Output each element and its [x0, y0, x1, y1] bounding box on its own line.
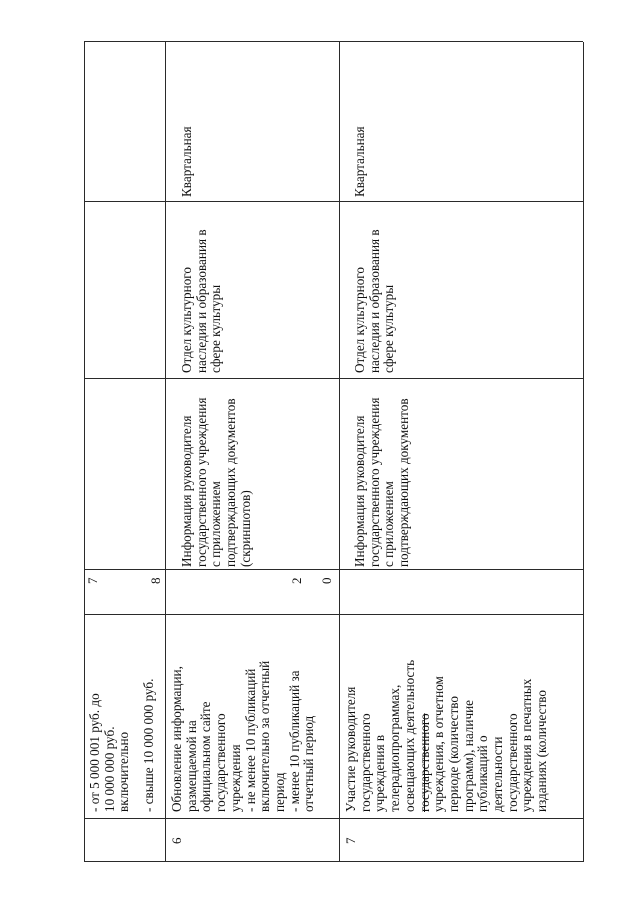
text-line: Информация руководителя [179, 415, 194, 567]
text-line: программ), наличие [460, 700, 476, 812]
text-line: освещающих деятельность [401, 659, 417, 812]
row6-period: Квартальная [179, 126, 194, 197]
text-line: изданиях (количество [534, 689, 550, 812]
row6-score-a: 2 [289, 577, 304, 584]
text-line: с приложением [208, 481, 224, 567]
text-line: подтверждающих документов [396, 398, 412, 567]
text-line: Отдел культурного [352, 267, 367, 373]
text-line: наследия и образования в [366, 229, 382, 373]
row7-period: Квартальная [352, 126, 367, 197]
row-separator-6 [165, 42, 166, 862]
column-separator-3 [84, 569, 583, 570]
column-separator-2 [84, 614, 583, 615]
row-number-7: 7 [343, 837, 358, 844]
text-line: - менее 10 публикаций за [286, 670, 302, 812]
row7-source [353, 398, 412, 567]
column-border-left [84, 861, 583, 862]
text-line: государственного [416, 713, 432, 812]
text-line: размещаемой на [183, 720, 199, 812]
text-line: Обновление информации, [169, 666, 184, 812]
text-line: Участие руководителя [343, 686, 358, 812]
row6-criterion [170, 661, 317, 812]
text-line: учреждения в [372, 734, 388, 812]
text-line: учреждения в печатных [519, 678, 535, 812]
column-separator-1 [84, 818, 583, 819]
text-line: государственного учреждения [366, 397, 382, 567]
row7-criterion [344, 660, 550, 812]
row7-responsible [353, 229, 397, 373]
continuation-score-a: 7 [85, 577, 100, 584]
column-separator-5 [84, 201, 583, 202]
text-line: публикаций о [475, 735, 491, 812]
text-line: Информация руководителя [352, 415, 367, 567]
text-line: государственного [357, 713, 373, 812]
text-line: наследия и образования в [193, 229, 209, 373]
column-separator-4 [84, 378, 583, 379]
text-line: период [271, 772, 287, 812]
text-line: государственного [213, 713, 229, 812]
continuation-score-b: 8 [148, 577, 163, 584]
text-line: государственного [504, 713, 520, 812]
text-line: 10 000 000 руб. [101, 726, 117, 812]
text-line: - свыше 10 000 000 руб. [141, 678, 157, 812]
text-line: телерадиопрограммах, [387, 684, 403, 812]
row6-source [180, 398, 254, 567]
table-top-border [84, 42, 85, 862]
text-line: включительно за отчетный [257, 660, 273, 812]
text-line: подтверждающих документов [223, 398, 239, 567]
row6-responsible [180, 229, 224, 373]
text-line: сфере культуры [208, 284, 224, 373]
text-line: сфере культуры [381, 284, 397, 373]
text-line: - от 5 000 001 руб. до [87, 693, 102, 812]
continuation-criterion [88, 679, 157, 812]
text-line: включительно [116, 731, 132, 812]
text-line: деятельности [490, 736, 506, 812]
text-line: официальном сайте [198, 701, 214, 812]
text-line: периоде (количество [445, 696, 461, 812]
text-line: Отдел культурного [179, 267, 194, 373]
table-bottom-border [583, 42, 584, 862]
text-line: с приложением [381, 481, 397, 567]
row6-score-b: 0 [319, 577, 334, 584]
text-line: - не менее 10 публикаций [242, 668, 258, 812]
text-line: отчетный период [301, 715, 317, 812]
text-line: учреждения [227, 744, 243, 812]
row-number-6: 6 [169, 837, 184, 844]
row-separator-7 [339, 42, 340, 862]
text-line: государственного учреждения [193, 397, 209, 567]
text-line: (скриншотов) [237, 490, 253, 567]
text-line: учреждения, в отчетном [431, 676, 447, 812]
column-border-right [84, 41, 583, 42]
